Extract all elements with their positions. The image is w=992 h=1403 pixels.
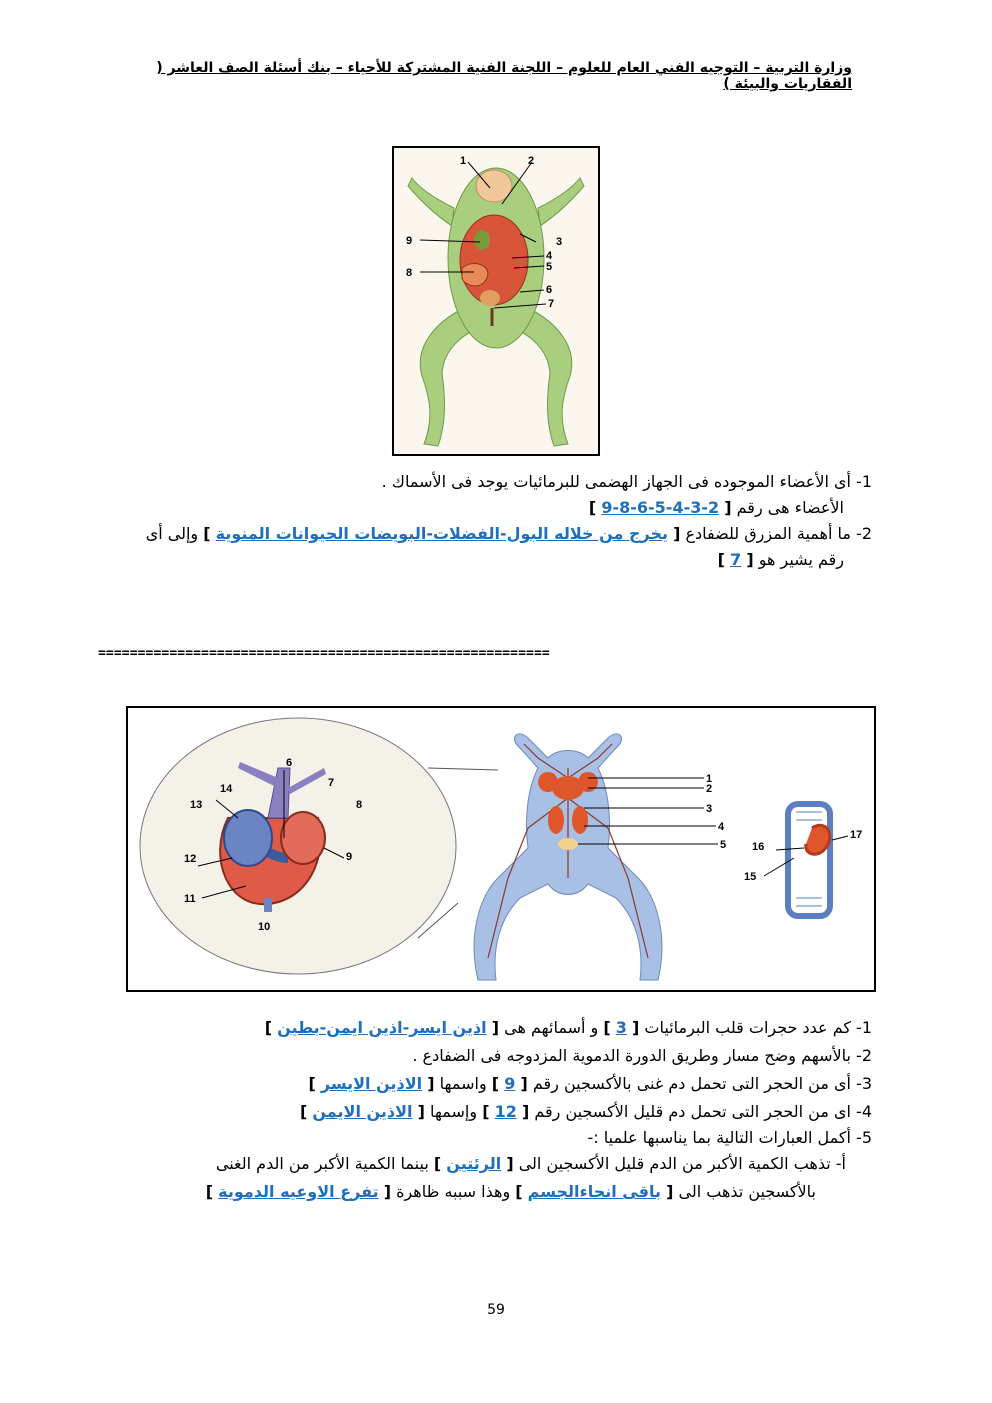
- s2-q4-prefix: 4- اى من الحجر التى تحمل دم قليل الأكسجين رقم: [534, 1102, 872, 1121]
- fig2-heart-label-10: 10: [258, 921, 271, 933]
- fig2-circ-label-16: 16: [752, 841, 765, 853]
- s2-q5a-answer3: تفرع الاوعيه الدموية: [218, 1182, 379, 1201]
- fig1-label-2: 2: [528, 155, 535, 167]
- s1-q2-answer2: 7: [730, 550, 742, 569]
- fig1-label-3: 3: [556, 236, 563, 248]
- fig2-heart-label-12: 12: [184, 853, 197, 865]
- fig2-heart-label-11: 11: [184, 893, 196, 905]
- fig2-heart-label-9: 9: [346, 851, 353, 863]
- fig2-body-label-2: 2: [706, 783, 713, 795]
- fig2-circ-label-17: 17: [850, 829, 863, 841]
- s2-q1-answer: 3: [615, 1018, 627, 1037]
- s2-q1-prefix: 1- كم عدد حجرات قلب البرمائيات: [644, 1018, 872, 1037]
- s1-q1-line2: الأعضاء هى رقم [ 2-3-4-5-6-8-9 ]: [588, 498, 844, 517]
- s2-q4-answer: 12: [494, 1102, 517, 1121]
- s2-q2: 2- بالأسهم وضح مسار وطريق الدورة الدموية المزدوجه فى الضفادع .: [412, 1046, 872, 1065]
- s1-q1-line1: 1- أى الأعضاء الموجوده فى الجهاز الهضمى للبرمائيات يوجد فى الأسماك .: [381, 472, 872, 491]
- s1-q2-suffix: وإلى أى: [145, 524, 199, 543]
- fig2-heart-label-7: 7: [328, 777, 335, 789]
- s2-q4: 4- اى من الحجر التى تحمل دم قليل الأكسجين رقم [ 12 ] وإسمها [ الاذين الايمن ]: [299, 1102, 872, 1121]
- s2-q1-answer2: اذين ايسر-اذين ايمن-بطين: [277, 1018, 487, 1037]
- s2-q1: 1- كم عدد حجرات قلب البرمائيات [ 3 ] و أسمائهم هى [ اذين ايسر-اذين ايمن-بطين ]: [264, 1018, 872, 1037]
- s2-q5a-answer: الرئتين: [446, 1154, 502, 1173]
- fig1-label-7: 7: [548, 298, 555, 310]
- fig2-body-label-4: 4: [718, 821, 725, 833]
- fig2-heart-label-6: 6: [286, 757, 293, 769]
- s2-q3-answer: 9: [504, 1074, 516, 1093]
- s2-q3: 3- أى من الحجر التى تحمل دم غنى بالأكسجين رقم [ 9 ] واسمها [ الاذين الايسر ]: [308, 1074, 872, 1093]
- s1-q2-answer: يخرج من خلاله البول-الفضلات-البويضات الحيوانات المنوية: [215, 524, 668, 543]
- s1-q1-line2-prefix: الأعضاء هى رقم: [736, 498, 844, 517]
- s2-q5a-answer2: باقى انحاءالجسم: [527, 1182, 661, 1201]
- fig1-label-8: 8: [406, 267, 413, 279]
- s2-q5a-line2: بالأكسجين تذهب الى [ باقى انحاءالجسم ] وهذا سببه ظاهرة [ تفرع الاوعيه الدموية ]: [205, 1182, 816, 1201]
- s2-q5a-mid: بينما الكمية الأكبر من الدم الغنى: [215, 1154, 429, 1173]
- page-number: 59: [487, 1302, 505, 1318]
- page-header: وزارة التربية – التوجيه الفني العام للعلوم – اللجنة الفنية المشتركة للأحياء – بنك أسئلة الصف العاشر ( الفقاريات والبيئة ): [156, 60, 852, 92]
- s2-q5a-line1: أ- تذهب الكمية الأكبر من الدم قليل الأكسجين الى [ الرئتين ] بينما الكمية الأكبر من الدم الغنى: [215, 1154, 846, 1173]
- fig1-label-5: 5: [546, 261, 553, 273]
- s2-q5a-prefix: أ- تذهب الكمية الأكبر من الدم قليل الأكسجين الى: [518, 1154, 846, 1173]
- fig1-label-4: 4: [546, 250, 553, 262]
- fig1-label-6: 6: [546, 284, 553, 296]
- s2-q5a-line2-prefix: بالأكسجين تذهب الى: [678, 1182, 816, 1201]
- fig2-heart-label-8: 8: [356, 799, 363, 811]
- fig2-circ-label-15: 15: [744, 871, 757, 883]
- s1-q2-line1: 2- ما أهمية المزرق للضفادع [ يخرج من خلاله البول-الفضلات-البويضات الحيوانات المنوية ] وإلى أى: [145, 524, 872, 543]
- s2-q3-prefix: 3- أى من الحجر التى تحمل دم غنى بالأكسجين رقم: [532, 1074, 872, 1093]
- s2-q1-mid: و أسمائهم هى: [504, 1018, 599, 1037]
- fig2-body-label-3: 3: [706, 803, 713, 815]
- fig2-body-label-1: 1: [706, 773, 713, 785]
- s2-q5: 5- أكمل العبارات التالية بما يناسبها علميا :-: [587, 1128, 872, 1147]
- frog-circulation-diagram: [126, 706, 876, 992]
- s2-q3-mid: واسمها: [439, 1074, 487, 1093]
- fig2-body-label-5: 5: [720, 839, 727, 851]
- s2-q4-mid: وإسمها: [430, 1102, 478, 1121]
- s1-q2-prefix: 2- ما أهمية المزرق للضفادع: [685, 524, 872, 543]
- fig1-label-1: 1: [460, 155, 467, 167]
- s2-q5a-line2-mid: وهذا سببه ظاهرة: [396, 1182, 511, 1201]
- s1-q2-line2: رقم يشير هو [ 7 ]: [717, 550, 844, 569]
- s1-q1-answer: 2-3-4-5-6-8-9: [601, 498, 720, 517]
- section-separator: =========================================================: [98, 646, 550, 661]
- frog-digestive-diagram: [392, 146, 600, 456]
- fig2-heart-label-14: 14: [220, 783, 233, 795]
- fig1-label-9: 9: [406, 235, 413, 247]
- fig2-heart-label-13: 13: [190, 799, 203, 811]
- s2-q3-answer2: الاذين الايسر: [320, 1074, 423, 1093]
- s2-q4-answer2: الاذين الايمن: [312, 1102, 413, 1121]
- s1-q2-line2-prefix: رقم يشير هو: [758, 550, 844, 569]
